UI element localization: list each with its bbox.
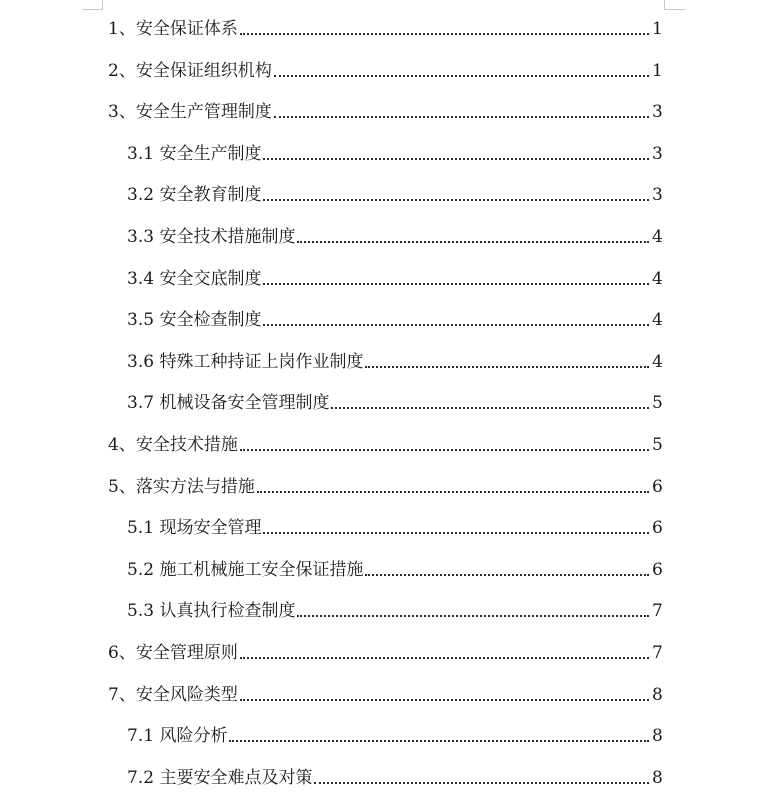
toc-entry[interactable] [127,142,662,166]
toc-entry[interactable] [127,350,662,374]
toc-entry-page-number: 8 [652,726,663,746]
toc-entry-page-number: 1 [652,19,663,39]
toc-entry-title: 7.2 主要安全难点及对策 [127,768,313,788]
toc-entry-page-number: 4 [652,352,663,372]
toc-dot-leader [257,491,649,493]
toc-dot-leader [263,158,649,160]
toc-entry-title: 5.1 现场安全管理 [127,518,262,538]
toc-dot-leader [240,657,649,659]
toc-entry-page-number: 5 [652,393,663,413]
toc-entry-page-number: 8 [652,768,663,788]
toc-entry-page-number: 1 [652,61,663,81]
toc-entry-page-number: 6 [652,518,663,538]
toc-entry[interactable] [108,59,662,83]
toc-entry[interactable] [127,308,662,332]
toc-dot-leader [314,782,649,784]
toc-entry-page-number: 6 [652,560,663,580]
toc-entry[interactable] [127,599,662,623]
toc-entry-title: 3.1 安全生产制度 [127,144,262,164]
toc-entry[interactable] [108,683,662,707]
toc-dot-leader [263,532,649,534]
toc-dot-leader [365,366,649,368]
toc-dot-leader [274,116,649,118]
toc-entry-page-number: 8 [652,685,663,705]
toc-entry[interactable] [127,766,662,790]
toc-entry-page-number: 3 [652,144,663,164]
toc-entry-title: 6、安全管理原则 [108,643,238,663]
toc-entry-page-number: 4 [652,269,663,289]
toc-entry[interactable] [127,516,662,540]
toc-entry[interactable] [108,641,662,665]
toc-entry-title: 5、落实方法与措施 [108,477,255,497]
toc-entry-page-number: 3 [652,102,663,122]
toc-entry-page-number: 5 [652,435,663,455]
toc-entry-title: 2、安全保证组织机构 [108,61,272,81]
toc-entry[interactable] [108,433,662,457]
toc-dot-leader [229,740,649,742]
toc-entry-title: 3.7 机械设备安全管理制度 [127,393,330,413]
toc-dot-leader [240,699,649,701]
toc-entry-title: 7、安全风险类型 [108,685,238,705]
toc-entry[interactable] [108,100,662,124]
toc-entry-title: 1、安全保证体系 [108,19,238,39]
toc-entry[interactable] [108,17,662,41]
toc-entry[interactable] [127,183,662,207]
toc-dot-leader [331,407,649,409]
toc-entry-title: 3.4 安全交底制度 [127,269,262,289]
toc-entry-page-number: 7 [652,601,663,621]
toc-entry-page-number: 4 [652,227,663,247]
toc-entry[interactable] [127,225,662,249]
toc-entry[interactable] [127,267,662,291]
toc-entry-title: 3.6 特殊工种持证上岗作业制度 [127,352,364,372]
toc-dot-leader [240,449,649,451]
toc-entry-title: 3.3 安全技术措施制度 [127,227,296,247]
toc-entry[interactable] [127,558,662,582]
toc-entry-title: 4、安全技术措施 [108,435,238,455]
toc-entry-page-number: 3 [652,185,663,205]
toc-entry-page-number: 6 [652,477,663,497]
toc-entry[interactable] [127,391,662,415]
toc-entry[interactable] [108,475,662,499]
toc-entry-title: 3.2 安全教育制度 [127,185,262,205]
toc-entry[interactable] [127,724,662,748]
toc-entry-page-number: 4 [652,310,663,330]
toc-dot-leader [263,324,649,326]
toc-entry-title: 3.5 安全检查制度 [127,310,262,330]
toc-entry-title: 3、安全生产管理制度 [108,102,272,122]
toc-entry-page-number: 7 [652,643,663,663]
toc-dot-leader [274,75,649,77]
toc-dot-leader [263,283,649,285]
toc-dot-leader [365,574,649,576]
toc-dot-leader [240,33,649,35]
toc-entry-title: 7.1 风险分析 [127,726,228,746]
toc-dot-leader [297,615,649,617]
toc-dot-leader [297,241,649,243]
toc-entry-title: 5.3 认真执行检查制度 [127,601,296,621]
toc-entry-title: 5.2 施工机械施工安全保证措施 [127,560,364,580]
toc-dot-leader [263,199,649,201]
